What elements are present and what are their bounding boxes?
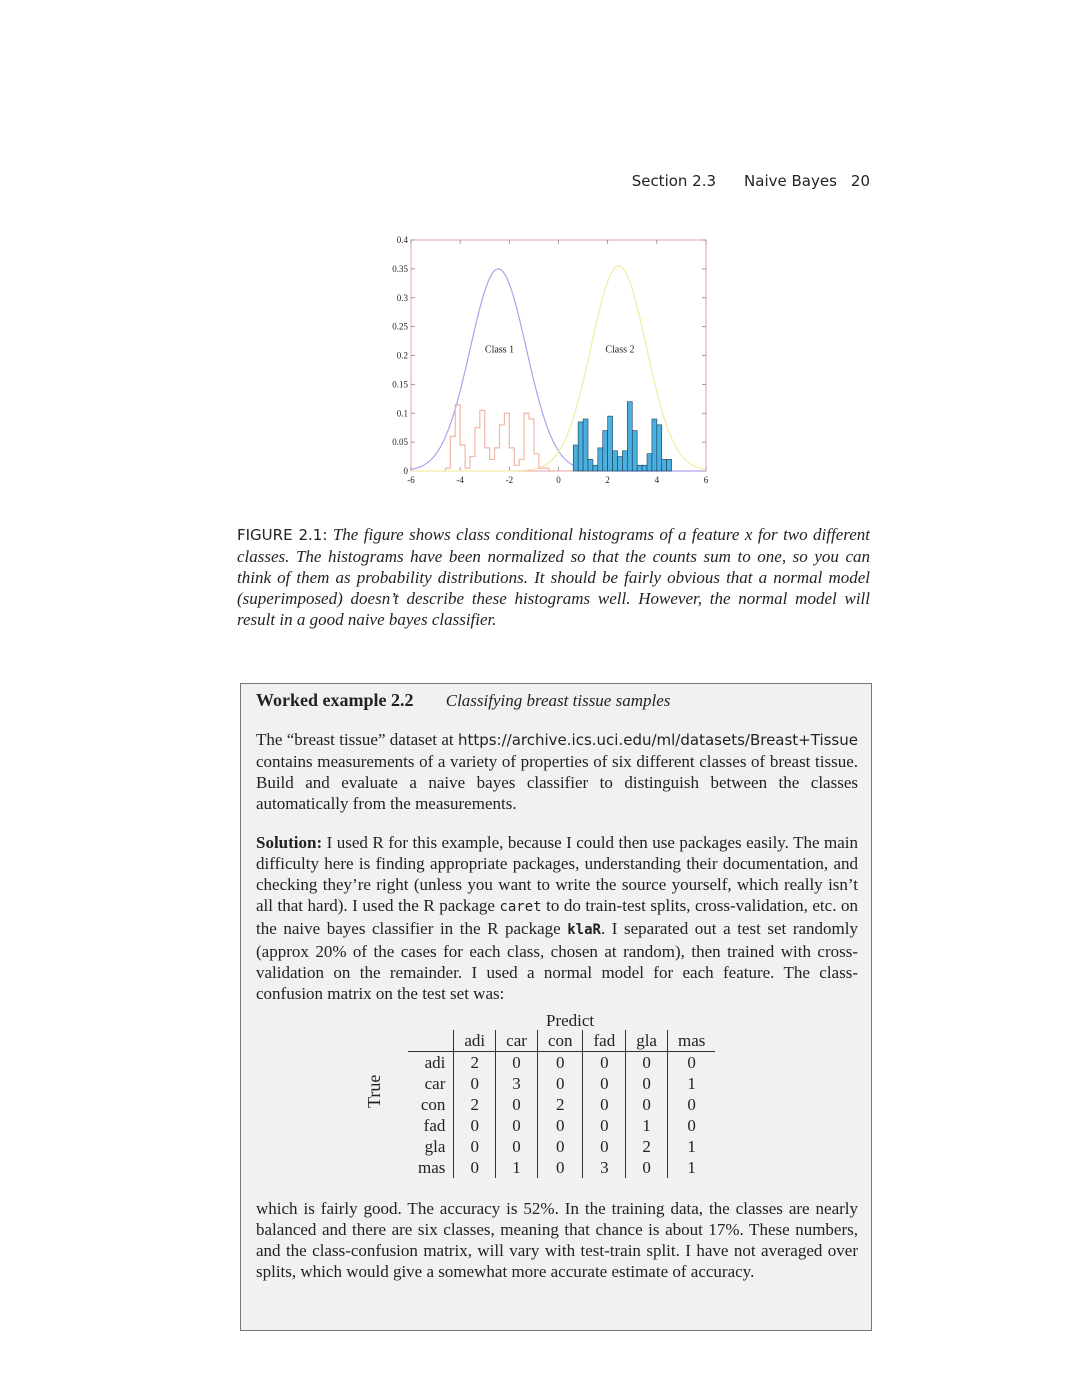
row-header: gla	[424, 1137, 446, 1156]
y-tick-label: 0.4	[396, 235, 408, 245]
section-number: Section 2.3	[631, 172, 717, 190]
y-tick-label: 0	[403, 466, 408, 476]
table-cell: 0	[667, 1115, 715, 1136]
class-2-bar	[573, 445, 578, 471]
confusion-matrix-table	[408, 1030, 715, 1178]
y-tick-label: 0.3	[396, 292, 408, 303]
table-cell: 0	[626, 1157, 668, 1178]
class-2-bar	[598, 448, 603, 471]
class-2-bar	[578, 422, 583, 471]
class-1-label: Class 1	[484, 344, 515, 356]
caption-text: The figure shows class conditional histograms of a feature x for two different classes. The histograms have been normalized so that the counts sum to one, so you can think of them as probability distributions. It should be fairly obvious that a normal model (superimposed) doesn’t describe these histograms well. However, the normal model will result in a good naive bayes classifier.	[237, 525, 871, 629]
row-header: mas	[418, 1158, 446, 1177]
table-cell: 1	[626, 1115, 668, 1136]
klar-package-code: klaR	[567, 922, 601, 938]
table-cell: 0	[496, 1115, 538, 1136]
table-cell: 2	[537, 1094, 583, 1115]
worked-example-subtitle: Classifying breast tissue samples	[445, 691, 671, 710]
table-cell: 0	[667, 1052, 715, 1074]
confusion-matrix	[256, 1008, 858, 1188]
problem-statement	[256, 729, 858, 814]
table-cell: 0	[626, 1073, 668, 1094]
table-row	[408, 1073, 715, 1094]
class-2-bar	[618, 457, 623, 471]
solution-label: Solution:	[256, 833, 323, 852]
table-cell: 0	[583, 1136, 626, 1157]
y-tick-label: 0.05	[392, 437, 408, 448]
x-tick-label: -2	[505, 475, 514, 485]
table-cell: 1	[667, 1157, 715, 1178]
x-tick-label: 6	[703, 475, 709, 485]
class-2-bar	[603, 431, 608, 471]
worked-example-header	[256, 690, 858, 711]
class-2-bar	[647, 454, 652, 471]
column-header: car	[496, 1030, 538, 1052]
x-tick-label: -4	[456, 475, 464, 485]
row-header: fad	[423, 1116, 446, 1135]
class-2-label: Class 2	[605, 344, 635, 356]
table-cell: 2	[454, 1094, 496, 1115]
figure-label: FIGURE 2.1:	[237, 526, 328, 544]
x-tick-label: 2	[605, 475, 610, 485]
table-cell: 0	[496, 1052, 538, 1074]
true-axis-label: True	[364, 1074, 384, 1108]
conclusion-paragraph: which is fairly good. The accuracy is 52%. In the training data, the classes are nearly balanced and there are six classes, meaning that chance is about 17%. These numbers, and the class-confusion matrix, will vary with test-train split. I have not averaged over splits, which would give a somewhat more accurate estimate of accuracy.	[256, 1199, 858, 1281]
intro-text: The “breast tissue” dataset at	[256, 730, 458, 749]
dataset-url-link[interactable]: https://archive.ics.uci.edu/ml/datasets/Breast+Tissue	[457, 731, 858, 749]
caret-package-code: caret	[499, 899, 542, 915]
class-2-bar	[632, 431, 637, 471]
solution-text: I used R for this example, because I could then use packages easily. The main difficulty here is finding appropriate packages, understanding their documentation, and checking they’re right (unless you want to write the source yourself, which really isn’t all that hard). I used the R package	[256, 833, 858, 915]
class-2-bar	[657, 425, 662, 471]
figure-caption	[237, 524, 870, 630]
y-tick-label: 0.15	[392, 379, 408, 390]
solution-paragraph	[256, 832, 858, 1004]
table-cell: 0	[537, 1157, 583, 1178]
table-cell: 0	[454, 1136, 496, 1157]
table-cell: 1	[667, 1073, 715, 1094]
column-header: adi	[454, 1030, 496, 1052]
running-head	[560, 172, 870, 190]
table-cell: 0	[537, 1115, 583, 1136]
table-cell: 3	[496, 1073, 538, 1094]
y-tick-label: 0.1	[396, 408, 408, 419]
class-2-bar	[627, 402, 632, 471]
worked-example-title: Worked example 2.2	[256, 690, 414, 710]
table-cell: 0	[537, 1136, 583, 1157]
x-tick-label: 4	[654, 475, 660, 485]
table-cell: 0	[454, 1115, 496, 1136]
class-2-bar	[608, 416, 613, 471]
table-cell: 0	[667, 1094, 715, 1115]
class-2-bar	[613, 451, 618, 471]
table-cell: 3	[583, 1157, 626, 1178]
row-header: car	[424, 1074, 446, 1093]
class-2-bar	[667, 459, 672, 471]
row-header: adi	[424, 1053, 446, 1072]
y-tick-label: 0.25	[392, 321, 408, 332]
table-cell: 0	[496, 1094, 538, 1115]
column-header: mas	[667, 1030, 715, 1052]
table-cell: 0	[583, 1094, 626, 1115]
y-tick-label: 0.2	[396, 350, 408, 361]
page-number: 20	[850, 172, 870, 190]
solution-text-2: to do train-test splits, cross-validation, etc. on the naive bayes classifier in the R package	[256, 896, 858, 938]
section-title: Naive Bayes	[744, 172, 837, 190]
histogram-figure	[380, 228, 725, 493]
class-2-bar	[593, 465, 598, 471]
table-cell: 0	[626, 1052, 668, 1074]
table-row	[408, 1157, 715, 1178]
row-header: con	[420, 1095, 446, 1114]
column-header: gla	[626, 1030, 668, 1052]
column-header: fad	[583, 1030, 626, 1052]
intro-text-continued: contains measurements of a variety of properties of six different classes of breast tissue. Build and evaluate a naive bayes classifier to distinguish between the classes automatically from the measurements.	[256, 752, 858, 813]
predict-axis-label: Predict	[546, 1011, 595, 1030]
table-cell: 1	[667, 1136, 715, 1157]
class-2-bar	[583, 419, 588, 471]
table-cell: 0	[454, 1157, 496, 1178]
table-cell: 0	[537, 1073, 583, 1094]
solution-text-3: . I separated out a test set randomly (approx 20% of the cases for each class, chosen at random), then trained with cross-validation on the remainder. I used a normal model for each feature. The class-confusion matrix on the test set was:	[256, 919, 858, 1003]
table-cell: 0	[583, 1052, 626, 1074]
worked-example-box	[240, 683, 872, 1331]
table-cell: 0	[583, 1115, 626, 1136]
table-row	[408, 1115, 715, 1136]
table-cell: 0	[583, 1073, 626, 1094]
table-cell: 0	[496, 1136, 538, 1157]
column-header: con	[537, 1030, 583, 1052]
table-cell: 0	[454, 1073, 496, 1094]
header-row	[408, 1030, 715, 1052]
class-2-bar	[642, 465, 647, 471]
class-2-bar	[652, 419, 657, 471]
table-cell: 0	[537, 1052, 583, 1074]
y-tick-label: 0.35	[392, 263, 408, 274]
table-row	[408, 1052, 715, 1074]
table-cell: 2	[626, 1136, 668, 1157]
table-cell: 1	[496, 1157, 538, 1178]
class-2-bar	[622, 451, 627, 471]
x-tick-label: -6	[407, 475, 415, 485]
class-2-bar	[662, 459, 667, 471]
class-2-bar	[637, 465, 642, 471]
table-row	[408, 1136, 715, 1157]
table-cell: 0	[626, 1094, 668, 1115]
table-cell: 2	[454, 1052, 496, 1074]
table-row	[408, 1094, 715, 1115]
x-tick-label: 0	[556, 475, 561, 485]
class-2-bar	[588, 459, 593, 471]
